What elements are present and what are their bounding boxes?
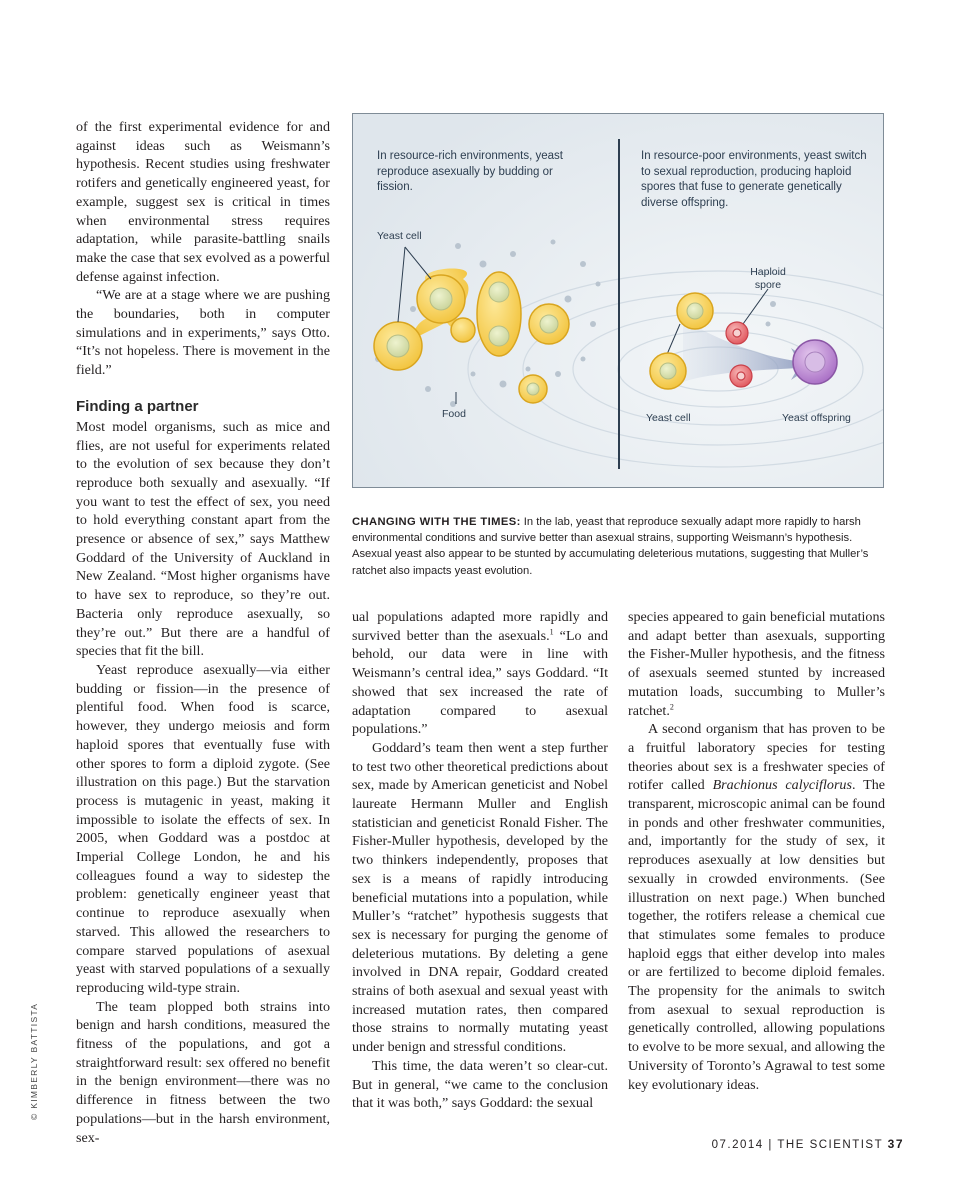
reference-marker: 1 — [549, 627, 554, 637]
caption-heading: CHANGING WITH THE TIMES: — [352, 516, 521, 528]
caption-text: In the lab, yeast that reproduce sexually adapt more rapidly to harsh environmental conditions and survive better than asexual strains, supporting Weismann’s hypothesis. Asexual yeast also appear to be stunted by accumulating deleterious mutations, suggesting that Muller’s ratchet also impacts yeast evolution. — [352, 516, 869, 577]
paragraph: This time, the data weren’t so clear-cut. But in general, “we came to the conclusion that it was both,” says Goddard: the sexual — [352, 1057, 608, 1112]
article-column-2 — [352, 608, 608, 1113]
article-column-3 — [628, 608, 885, 1094]
paragraph: Goddard’s team then went a step further to test two other theoretical predictions about sex, made by American geneticist and Nobel laureate Hermann Muller and English statistician and geneticist Ronald Fisher. The Fisher-Muller hypothesis, developed by the two thinkers independently, proposes that sex is a means of rapidly introducing beneficial mutations into a population, while Muller’s “ratchet” hypothesis suggests that sex is necessary for purging the genome of deleterious mutations. By deleting a gene involved in DNA repair, Goddard created strains of both asexual and sexual yeast with increased mutation rates, then compared those strains to normally mutating yeast under benign and stressful conditions. — [352, 739, 608, 1056]
paragraph: Yeast reproduce asexually—via either budding or fission—in the presence of plentiful food. When food is scarce, however, they undergo meiosis and form haploid spores that eventually fuse with other spores to form a diploid zygote. (See illustration on this page.) But the starvation process is mutagenic in yeast, making it impossible to isolate the effects of sex. In 2005, when Goddard was a postdoc at Imperial College London, he and his colleagues found a way to sidestep the problem: genetically engineer yeast that continue to reproduce asexually when starved. This allowed the researchers to compare starved populations of asexual yeast with starved populations of a sexually reproducing wild-type strain. — [76, 661, 330, 996]
label-yeast-offspring: Yeast offspring — [782, 412, 851, 424]
paragraph: Most model organisms, such as mice and flies, are not useful for experiments related to the evolution of sex because they don’t reproduce both sexually and asexually. “If you want to test the effect of sex, you need to hold everything constant apart from the presence or absence of sex,” says Matthew Goddard of the University of Auckland in New Zealand. “Most higher organisms have to have sex to reproduce, so they’re out. Bacteria only reproduce asexually, so they’re out.” But there are a handful of species that fit the bill. — [76, 418, 330, 660]
paragraph-text: . The transparent, microscopic animal can be found in ponds and other freshwater communities, and, importantly for the study of sex, it reproduces asexually at low densities but sexually in crowded environments. (See illustration on next page.) When bunched together, the rotifers release a chemical cue that stimulates some females to produce haploid eggs that either develop into males or are fertilized to become diploid females. The propensity for the animals to switch from asexual to sexual reproduction is genetically controlled, allowing populations to evolve to be more sexual, and allowing the University of Toronto’s Agrawal to test some key evolutionary ideas. — [628, 777, 886, 1093]
species-name: Brachionus calyciflorus — [712, 777, 852, 794]
label-food: Food — [442, 408, 466, 420]
illustration-credit: © KIMBERLY BATTISTA — [29, 1002, 39, 1120]
paragraph: of the first experimental evidence for and against ideas such as Weismann’s hypothesis. Recent studies using freshwater rotifers and genetically engineered yeast, for example, suggest sex is critical in times when environmental stress requires adaptation, while parasite-battling snails make the case that sex evolved as a powerful defense against infection. — [76, 119, 330, 285]
label-yeast-cell-left: Yeast cell — [377, 230, 422, 242]
label-haploid-spore: Haploid spore — [750, 266, 786, 291]
left-panel-description: In resource-rich environments, yeast reproduce asexually by budding or fission. — [377, 150, 563, 193]
paragraph — [352, 608, 608, 739]
issue-date: 07.2014 — [711, 1139, 764, 1151]
page-footer — [712, 1137, 904, 1151]
paragraph — [628, 608, 885, 720]
figure-caption — [352, 514, 892, 579]
paragraph — [628, 720, 885, 1094]
paragraph: The team plopped both strains into benign and harsh conditions, measured the fitness of the populations, and got a straightforward result: sex offered no benefit in the benign environment—there was no difference in fitness between the two populations—but in the harsh environment, sex- — [76, 998, 330, 1146]
reference-marker: 2 — [669, 701, 674, 711]
paragraph: “We are at a stage where we are pushing the boundaries, both in computer simulations and in experiments,” says Otto. “It’s not hopeless. There is movement in the field.” — [76, 287, 330, 379]
paragraph-text: ual populations adapted more rapidly and survived better than the asexuals. — [352, 609, 608, 644]
magazine-name: THE SCIENTIST — [777, 1139, 883, 1151]
paragraph-text: “Lo and behold, our data were in line with Weismann’s central idea,” says Goddard. “It showed that sex increased the rate of adaptation compared to asexual populations.” — [352, 627, 609, 738]
footer-separator: | — [768, 1139, 773, 1151]
page-number: 37 — [887, 1137, 904, 1151]
paragraph-text: A second organism that has proven to be a fruitful laboratory species for testing theories about sex is a freshwater species of rotifer called — [628, 721, 885, 794]
right-panel-description: In resource-poor environments, yeast switch to sexual reproduction, producing haploid spores that fuse to generate genetically diverse offspring. — [641, 150, 867, 209]
section-heading: Finding a partner — [76, 397, 199, 415]
label-yeast-cell-right: Yeast cell — [646, 412, 691, 424]
paragraph-text: species appeared to gain beneficial mutations and adapt better than asexuals, supporting the Fisher-Muller hypothesis, and the fitness of asexuals seemed stunted by increased mutation loads, succumbing to Muller’s ratchet. — [628, 609, 885, 719]
article-column-1 — [76, 118, 330, 1147]
yeast-reproduction-illustration — [352, 113, 884, 488]
